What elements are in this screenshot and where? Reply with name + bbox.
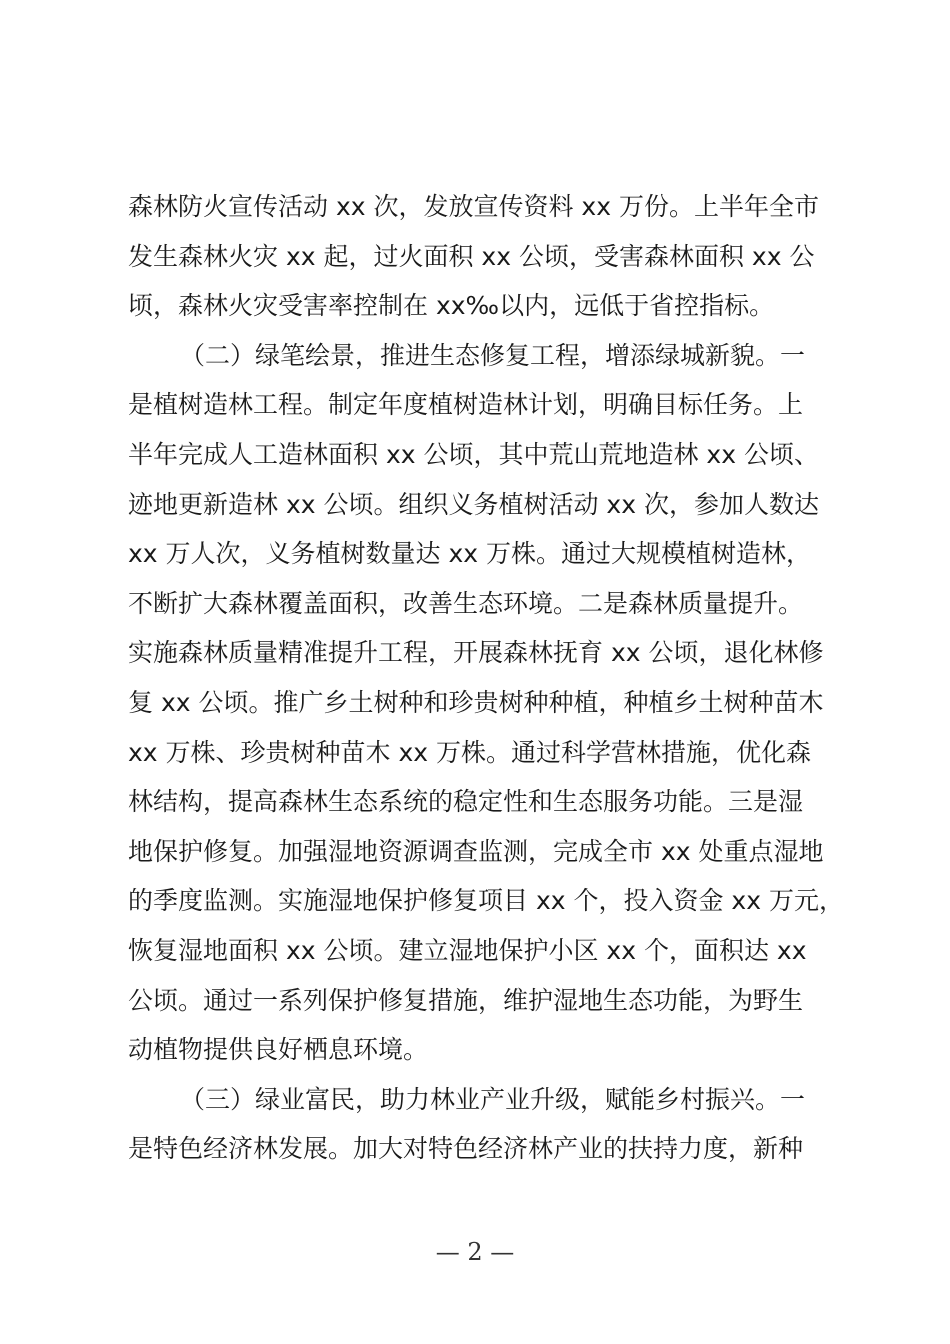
paragraph-1-line-3: 顷，森林火灾受害率控制在 xx‰以内，远低于省控指标。 [128,291,775,321]
paragraph-1-line-2: 发生森林火灾 xx 起，过火面积 xx 公顷，受害森林面积 xx 公 [128,241,815,271]
paragraph-2-line-9: xx 万株、珍贵树种苗木 xx 万株。通过科学营林措施，优化森 [128,737,812,767]
paragraph-2-line-6: 不断扩大森林覆盖面积，改善生态环境。二是森林质量提升。 [128,588,804,618]
paragraph-2-line-14: 公顷。通过一系列保护修复措施，维护湿地生态功能，为野生 [128,985,804,1015]
paragraph-2-line-7: 实施森林质量精准提升工程，开展森林抚育 xx 公顷，退化林修 [128,638,824,668]
paragraph-2-line-8: 复 xx 公顷。推广乡土树种和珍贵树种种植，种植乡土树种苗木 [128,687,824,717]
paragraph-2-line-2: 是植树造林工程。制定年度植树造林计划，明确目标任务。上 [128,390,804,420]
paragraph-2-line-1: （二）绿笔绘景，推进生态修复工程，增添绿城新貌。一 [180,340,806,370]
paragraph-2-line-5: xx 万人次，义务植树数量达 xx 万株。通过大规模植树造林， [128,539,812,569]
body-text [128,182,844,1174]
paragraph-2-line-15: 动植物提供良好栖息环境。 [128,1035,429,1065]
paragraph-1-line-1: 森林防火宣传活动 xx 次，发放宣传资料 xx 万份。上半年全市 [128,192,819,221]
paragraph-2-line-3: 半年完成人工造林面积 xx 公顷，其中荒山荒地造林 xx 公顷、 [128,439,819,469]
page-number: — 2 — [435,1238,515,1266]
paragraph-3-line-2: 是特色经济林发展。加大对特色经济林产业的扶持力度，新种 [128,1134,804,1164]
paragraph-2-line-12: 的季度监测。实施湿地保护修复项目 xx 个，投入资金 xx 万元， [128,886,844,916]
paragraph-3-line-1: （三）绿业富民，助力林业产业升级，赋能乡村振兴。一 [180,1084,806,1114]
paragraph-2-line-13: 恢复湿地面积 xx 公顷。建立湿地保护小区 xx 个，面积达 xx [128,935,807,965]
paragraph-2-line-4: 迹地更新造林 xx 公顷。组织义务植树活动 xx 次，参加人数达 [128,489,819,519]
paragraph-2-line-11: 地保护修复。加强湿地资源调查监测，完成全市 xx 处重点湿地 [128,836,824,866]
paragraph-2-line-10: 林结构，提高森林生态系统的稳定性和生态服务功能。三是湿 [128,787,804,817]
